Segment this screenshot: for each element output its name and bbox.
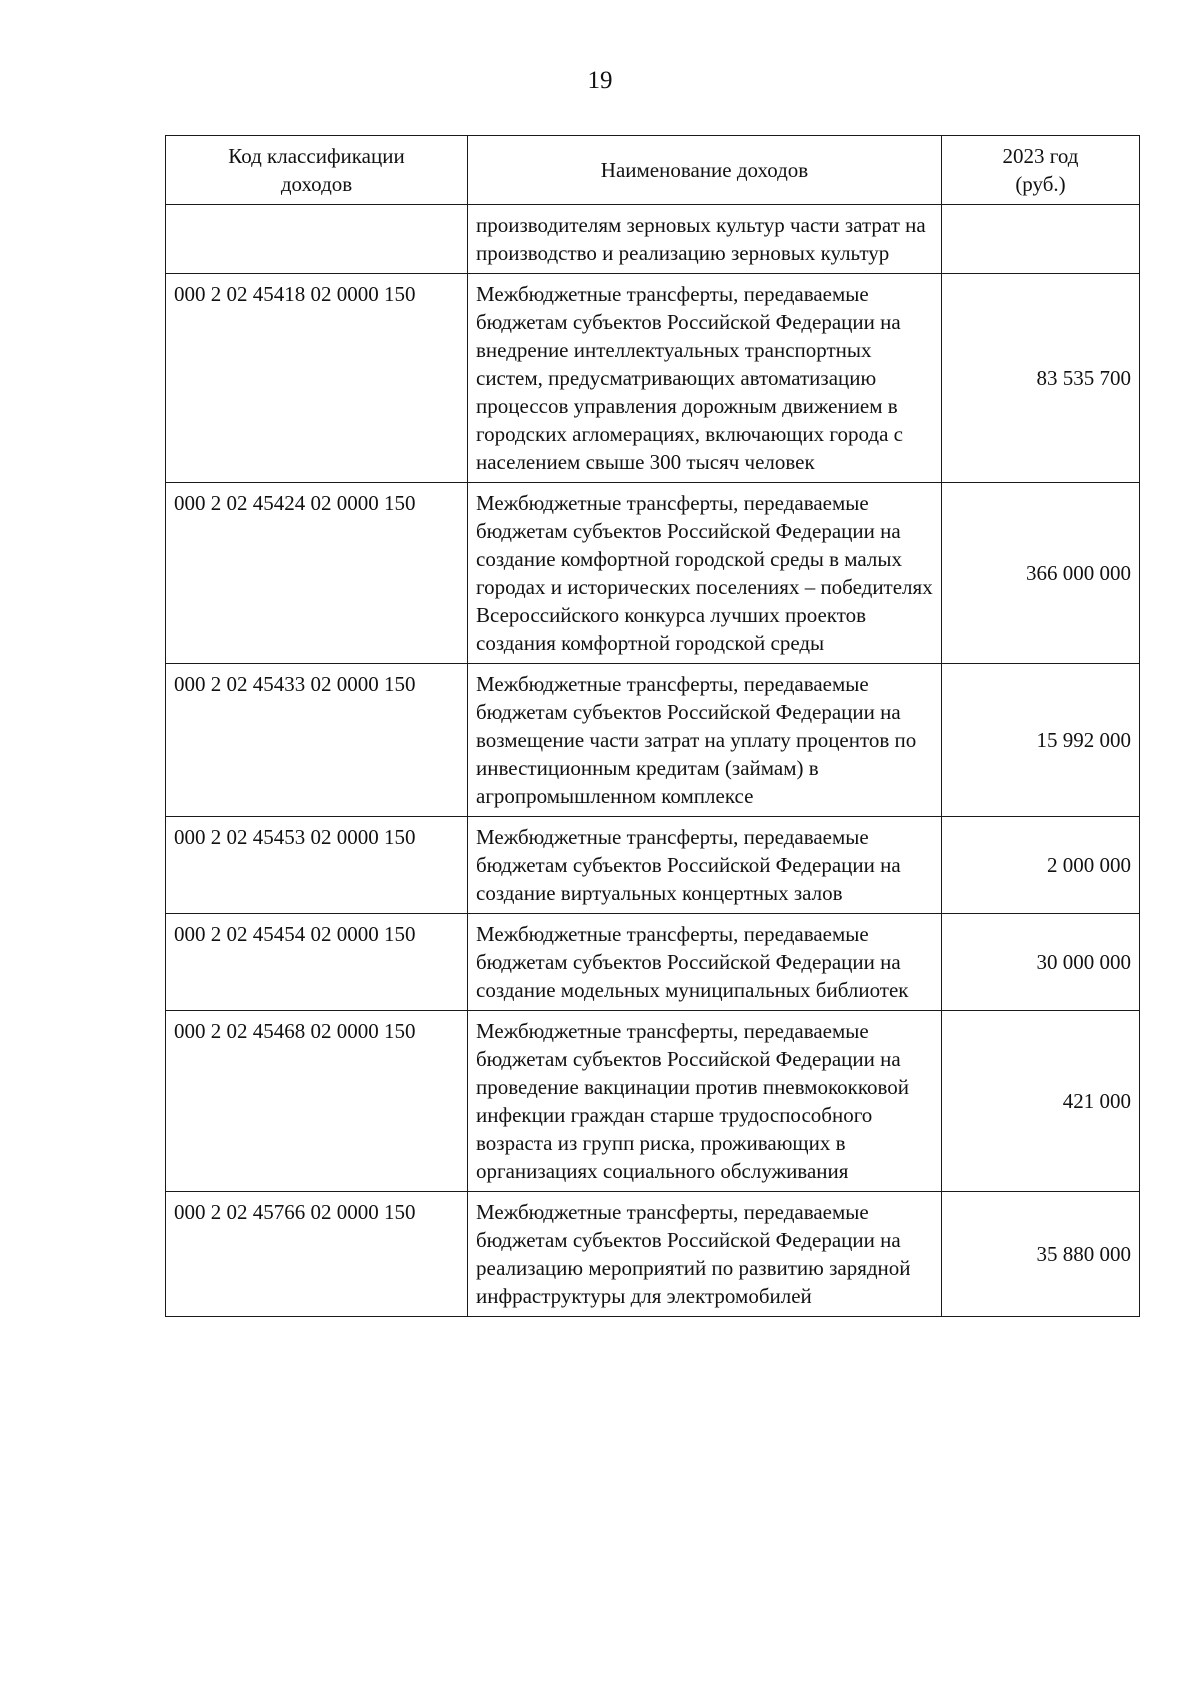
header-amount xyxy=(942,136,1140,205)
table-row xyxy=(166,664,1140,817)
income-name: Межбюджетные трансферты, передаваемые бюджетам субъектов Российской Федерации на проведение вакцинации против пневмококковой инфекции граждан старше трудоспособного возраста из групп риска, проживающих в организациях социального обслуживания xyxy=(468,1011,942,1192)
income-name: Межбюджетные трансферты, передаваемые бюджетам субъектов Российской Федерации на создание виртуальных концертных залов xyxy=(468,817,942,914)
table-row xyxy=(166,483,1140,664)
income-amount: 30 000 000 xyxy=(942,914,1140,1011)
income-code: 000 2 02 45468 02 0000 150 xyxy=(166,1011,468,1192)
header-name: Наименование доходов xyxy=(468,136,942,205)
income-amount: 35 880 000 xyxy=(942,1192,1140,1317)
income-amount xyxy=(942,205,1140,274)
page-number: 19 xyxy=(587,67,613,94)
income-name: Межбюджетные трансферты, передаваемые бюджетам субъектов Российской Федерации на создание модельных муниципальных библиотек xyxy=(468,914,942,1011)
income-code: 000 2 02 45453 02 0000 150 xyxy=(166,817,468,914)
income-code: 000 2 02 45424 02 0000 150 xyxy=(166,483,468,664)
income-name: Межбюджетные трансферты, передаваемые бюджетам субъектов Российской Федерации на внедрение интеллектуальных транспортных систем, предусматривающих автоматизацию процессов управления дорожным движением в городских агломерациях, включающих города с населением свыше 300 тысяч человек xyxy=(468,274,942,483)
header-amount-line-1: 2023 год xyxy=(1002,144,1079,168)
header-code-line-2: доходов xyxy=(280,172,353,196)
income-name: производителям зерновых культур части затрат на производство и реализацию зерновых культур xyxy=(468,205,942,274)
income-code: 000 2 02 45454 02 0000 150 xyxy=(166,914,468,1011)
header-amount-line-2: (руб.) xyxy=(1015,172,1066,196)
header-code xyxy=(166,136,468,205)
income-name: Межбюджетные трансферты, передаваемые бюджетам субъектов Российской Федерации на создание комфортной городской среды в малых городах и исторических поселениях – победителях Всероссийского конкурса лучших проектов создания комфортной городской среды xyxy=(468,483,942,664)
income-code xyxy=(166,205,468,274)
income-amount: 15 992 000 xyxy=(942,664,1140,817)
table-row xyxy=(166,205,1140,274)
income-amount: 2 000 000 xyxy=(942,817,1140,914)
income-code: 000 2 02 45433 02 0000 150 xyxy=(166,664,468,817)
income-table xyxy=(165,135,1140,1317)
table-header-row xyxy=(166,136,1140,205)
income-name: Межбюджетные трансферты, передаваемые бюджетам субъектов Российской Федерации на возмещение части затрат на уплату процентов по инвестиционным кредитам (займам) в агропромышленном комплексе xyxy=(468,664,942,817)
income-code: 000 2 02 45766 02 0000 150 xyxy=(166,1192,468,1317)
income-amount: 83 535 700 xyxy=(942,274,1140,483)
income-amount: 366 000 000 xyxy=(942,483,1140,664)
income-code: 000 2 02 45418 02 0000 150 xyxy=(166,274,468,483)
table-row xyxy=(166,914,1140,1011)
table-row xyxy=(166,1011,1140,1192)
income-name: Межбюджетные трансферты, передаваемые бюджетам субъектов Российской Федерации на реализацию мероприятий по развитию зарядной инфраструктуры для электромобилей xyxy=(468,1192,942,1317)
table-row xyxy=(166,274,1140,483)
table-row xyxy=(166,1192,1140,1317)
header-code-line-1: Код классификации xyxy=(228,144,405,168)
income-amount: 421 000 xyxy=(942,1011,1140,1192)
table-row xyxy=(166,817,1140,914)
